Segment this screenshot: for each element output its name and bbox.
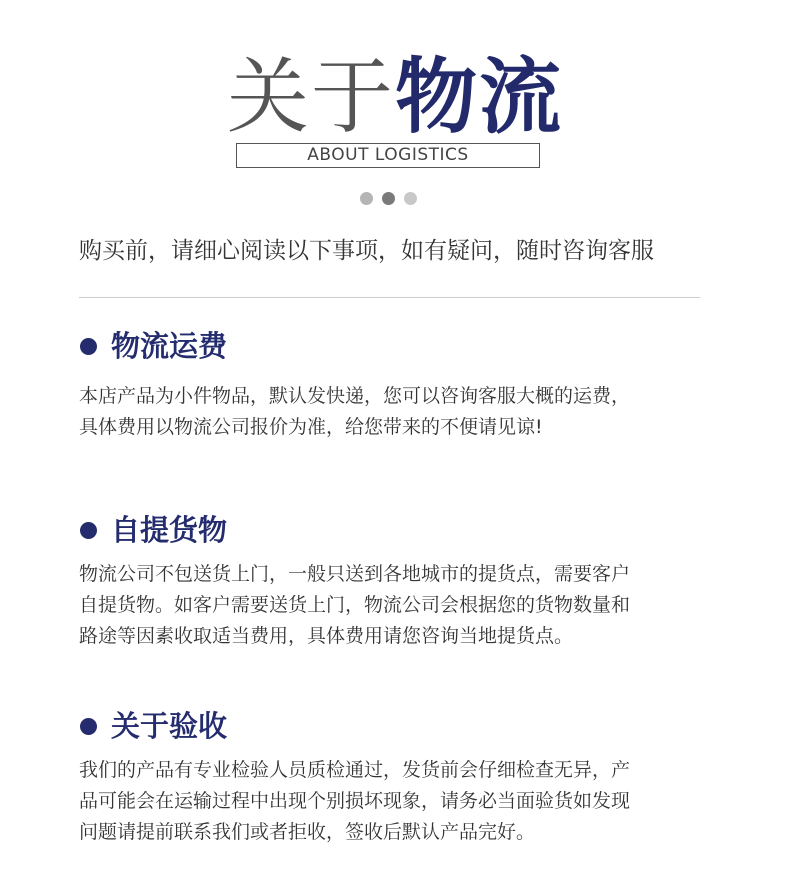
dot-3	[404, 192, 417, 205]
body-line: 路途等因素收取适当费用，具体费用请您咨询当地提货点。	[79, 625, 574, 647]
subtitle-box	[236, 143, 540, 168]
dot-2	[382, 192, 395, 205]
carousel-dots	[360, 192, 430, 206]
subtitle-text: ABOUT LOGISTICS	[307, 145, 469, 165]
body-line: 本店产品为小件物品，默认发快递，您可以咨询客服大概的运费，	[79, 385, 631, 407]
section-heading-self-pickup	[80, 510, 227, 550]
title-light-part: 关于	[226, 50, 395, 145]
bullet-icon	[80, 522, 97, 539]
body-line: 品可能会在运输过程中出现个别损坏现象，请务必当面验货如发现	[79, 790, 631, 812]
section-title: 物流运费	[111, 329, 228, 363]
divider	[79, 297, 700, 298]
section-title: 关于验收	[111, 709, 228, 743]
section-body-self-pickup	[79, 559, 719, 652]
title-bold-part: 物流	[395, 50, 564, 145]
body-line: 问题请提前联系我们或者拒收，签收后默认产品完好。	[79, 821, 536, 843]
body-line: 自提货物。如客户需要送货上门，物流公司会根据您的货物数量和	[79, 594, 631, 616]
section-body-acceptance	[79, 755, 719, 848]
body-line: 具体费用以物流公司报价为准，给您带来的不便请见谅!	[79, 416, 543, 438]
body-line: 我们的产品有专业检验人员质检通过，发货前会仔细检查无异，产	[79, 759, 631, 781]
bullet-icon	[80, 718, 97, 735]
section-body-shipping-fee	[79, 381, 719, 443]
section-heading-acceptance	[80, 706, 227, 746]
dot-1	[360, 192, 373, 205]
intro-text: 购买前，请细心阅读以下事项，如有疑问，随时咨询客服	[79, 238, 654, 264]
bullet-icon	[80, 338, 97, 355]
body-line: 物流公司不包送货上门，一般只送到各地城市的提货点，需要客户	[79, 563, 631, 585]
page-title	[0, 50, 790, 146]
section-title: 自提货物	[111, 513, 228, 547]
section-heading-shipping-fee	[80, 326, 227, 366]
